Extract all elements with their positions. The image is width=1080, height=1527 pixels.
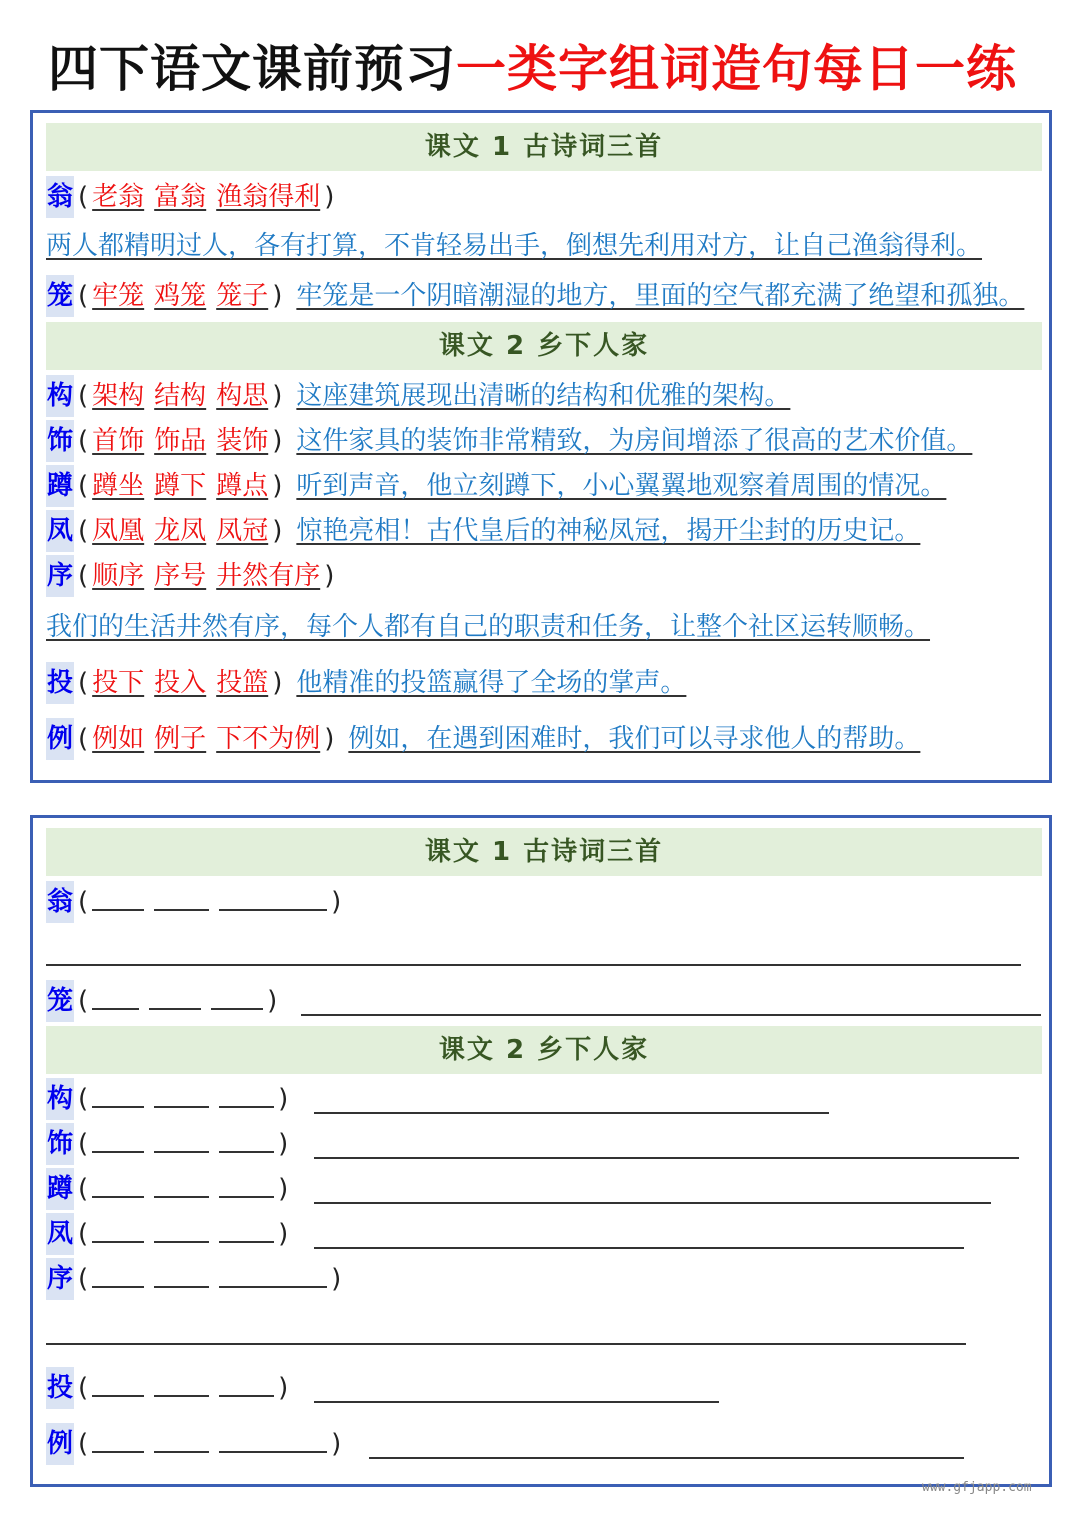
title-main: 四下语文课前预习 <box>48 39 456 98</box>
lesson-header-2: 课文 2 乡下人家 <box>46 1026 1042 1074</box>
target-char: 投 <box>46 1367 74 1409</box>
word-blank[interactable] <box>92 980 139 1010</box>
word: 下不为例 <box>216 724 321 754</box>
word: 序号 <box>154 561 207 591</box>
word-blank[interactable] <box>92 1168 144 1198</box>
target-char: 蹲 <box>46 1168 74 1210</box>
word-blank[interactable] <box>92 1258 144 1288</box>
word: 渔翁得利 <box>216 182 321 212</box>
lesson-header-1: 课文 1 古诗词三首 <box>46 123 1042 171</box>
practice-row-long: 笼 ( ) <box>46 980 281 1022</box>
word-blank[interactable] <box>154 1367 209 1397</box>
sentence: 我们的生活井然有序，每个人都有自己的职责和任务，让整个社区运转顺畅。 <box>46 612 931 642</box>
practice-row-feng: 凤 ( ) <box>46 1213 292 1255</box>
char-row-li: 例 ( 例如 例子 下不为例 ) 例如，在遇到困难时，我们可以寻求他人的帮助。 <box>46 718 920 760</box>
word: 凤凰 <box>92 516 145 546</box>
lesson-header-2: 课文 2 乡下人家 <box>46 322 1042 370</box>
word-blank[interactable] <box>219 881 327 911</box>
word: 蹲下 <box>154 471 207 501</box>
target-char: 例 <box>46 718 74 760</box>
sentence-blank[interactable] <box>314 1112 829 1114</box>
word-blank[interactable] <box>219 1168 274 1198</box>
char-row-dun: 蹲 ( 蹲坐 蹲下 蹲点 ) 听到声音，他立刻蹲下，小心翼翼地观察着周围的情况。 <box>46 465 946 507</box>
target-char: 笼 <box>46 275 74 317</box>
char-row-xu: 序 ( 顺序 序号 井然有序 ) <box>46 555 338 597</box>
word: 龙凤 <box>154 516 207 546</box>
word-blank[interactable] <box>154 1123 209 1153</box>
target-char: 饰 <box>46 420 74 462</box>
word-blank[interactable] <box>219 1123 274 1153</box>
sentence-blank[interactable] <box>301 1014 1041 1016</box>
title-sub: 一类字组词造句每日一练 <box>456 39 1017 98</box>
word: 凤冠 <box>216 516 269 546</box>
word-blank[interactable] <box>154 1213 209 1243</box>
sentence-blank[interactable] <box>46 964 1021 966</box>
target-char: 投 <box>46 662 74 704</box>
target-char: 构 <box>46 375 74 417</box>
word: 牢笼 <box>92 281 145 311</box>
word-blank[interactable] <box>154 1423 209 1453</box>
word: 构思 <box>216 381 269 411</box>
target-char: 笼 <box>46 980 74 1022</box>
target-char: 蹲 <box>46 465 74 507</box>
char-row-long: 笼 ( 牢笼 鸡笼 笼子 ) 牢笼是一个阴暗潮湿的地方，里面的空气都充满了绝望和孤独。 <box>46 275 1024 317</box>
target-char: 序 <box>46 1258 74 1300</box>
target-char: 构 <box>46 1078 74 1120</box>
char-row-shi: 饰 ( 首饰 饰品 装饰 ) 这件家具的装饰非常精致，为房间增添了很高的艺术价值。 <box>46 420 972 462</box>
practice-row-weng: 翁 ( ) <box>46 881 345 923</box>
word: 饰品 <box>154 426 207 456</box>
word: 投篮 <box>216 668 269 698</box>
word: 老翁 <box>92 182 145 212</box>
word: 蹲点 <box>216 471 269 501</box>
target-char: 序 <box>46 555 74 597</box>
word: 例子 <box>154 724 207 754</box>
answer-panel <box>30 110 1052 783</box>
word-blank[interactable] <box>154 1078 209 1108</box>
sentence: 这件家具的装饰非常精致，为房间增添了很高的艺术价值。 <box>296 426 973 456</box>
watermark: www.gfjapp.com <box>922 1480 1032 1495</box>
sentence: 惊艳亮相！古代皇后的神秘凤冠，揭开尘封的历史记。 <box>296 516 921 546</box>
word: 顺序 <box>92 561 145 591</box>
target-char: 凤 <box>46 1213 74 1255</box>
word: 笼子 <box>216 281 269 311</box>
word-blank[interactable] <box>211 980 263 1010</box>
char-row-gou: 构 ( 架构 结构 构思 ) 这座建筑展现出清晰的结构和优雅的架构。 <box>46 375 790 417</box>
practice-panel <box>30 815 1052 1487</box>
char-row-feng: 凤 ( 凤凰 龙凤 凤冠 ) 惊艳亮相！古代皇后的神秘凤冠，揭开尘封的历史记。 <box>46 510 920 552</box>
target-char: 凤 <box>46 510 74 552</box>
sentence-blank[interactable] <box>369 1457 964 1459</box>
page-title <box>48 34 1017 104</box>
word-blank[interactable] <box>154 1258 209 1288</box>
word-blank[interactable] <box>219 1213 274 1243</box>
char-row-tou: 投 ( 投下 投入 投篮 ) 他精准的投篮赢得了全场的掌声。 <box>46 662 686 704</box>
word: 蹲坐 <box>92 471 145 501</box>
word-blank[interactable] <box>92 881 144 911</box>
word: 富翁 <box>154 182 207 212</box>
practice-row-li: 例 ( ) <box>46 1423 345 1465</box>
word: 投下 <box>92 668 145 698</box>
word-blank[interactable] <box>219 1078 274 1108</box>
word: 首饰 <box>92 426 145 456</box>
word: 鸡笼 <box>154 281 207 311</box>
word: 架构 <box>92 381 145 411</box>
practice-row-tou: 投 ( ) <box>46 1367 292 1409</box>
word-blank[interactable] <box>92 1367 144 1397</box>
word: 例如 <box>92 724 145 754</box>
word-blank[interactable] <box>92 1213 144 1243</box>
lesson-header-1: 课文 1 古诗词三首 <box>46 828 1042 876</box>
word: 井然有序 <box>216 561 321 591</box>
sentence: 两人都精明过人，各有打算，不肯轻易出手，倒想先利用对方，让自己渔翁得利。 <box>46 231 983 261</box>
target-char: 饰 <box>46 1123 74 1165</box>
target-char: 翁 <box>46 881 74 923</box>
word: 结构 <box>154 381 207 411</box>
char-row-weng: 翁 ( 老翁 富翁 渔翁得利 ) <box>46 176 338 218</box>
practice-row-dun: 蹲 ( ) <box>46 1168 292 1210</box>
practice-row-xu: 序 ( ) <box>46 1258 345 1300</box>
word-blank[interactable] <box>219 1423 327 1453</box>
sentence: 他精准的投篮赢得了全场的掌声。 <box>296 668 687 698</box>
word: 装饰 <box>216 426 269 456</box>
sentence-blank[interactable] <box>314 1202 991 1204</box>
word-blank[interactable] <box>92 1123 144 1153</box>
sentence-blank[interactable] <box>46 1343 966 1345</box>
sentence-blank[interactable] <box>314 1401 719 1403</box>
word-blank[interactable] <box>149 980 201 1010</box>
sentence-blank[interactable] <box>314 1247 964 1249</box>
word-blank[interactable] <box>154 881 209 911</box>
sentence: 听到声音，他立刻蹲下，小心翼翼地观察着周围的情况。 <box>296 471 947 501</box>
sentence: 例如，在遇到困难时，我们可以寻求他人的帮助。 <box>348 724 921 754</box>
sentence-blank[interactable] <box>314 1157 1019 1159</box>
word: 投入 <box>154 668 207 698</box>
target-char: 例 <box>46 1423 74 1465</box>
sentence: 牢笼是一个阴暗潮湿的地方，里面的空气都充满了绝望和孤独。 <box>296 281 1025 311</box>
practice-row-shi: 饰 ( ) <box>46 1123 292 1165</box>
practice-row-gou: 构 ( ) <box>46 1078 292 1120</box>
word-blank[interactable] <box>219 1258 327 1288</box>
target-char: 翁 <box>46 176 74 218</box>
word-blank[interactable] <box>92 1423 144 1453</box>
word-blank[interactable] <box>219 1367 274 1397</box>
word-blank[interactable] <box>92 1078 144 1108</box>
word-blank[interactable] <box>154 1168 209 1198</box>
sentence: 这座建筑展现出清晰的结构和优雅的架构。 <box>296 381 791 411</box>
